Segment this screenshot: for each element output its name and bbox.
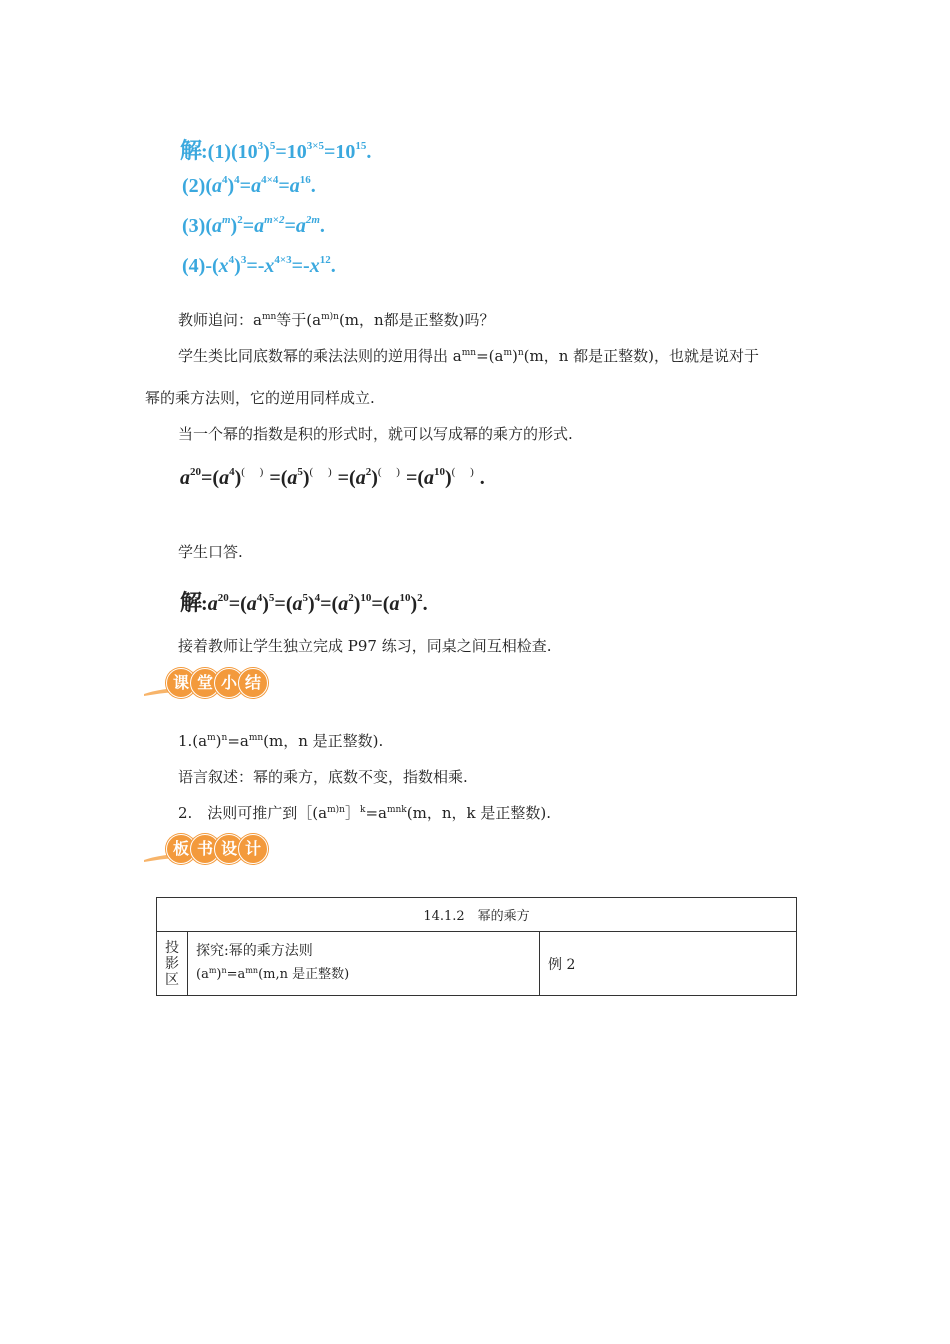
exercise-expression: $a^{20}=(a^4)^{( )}=(a^5)^{( )}=(a^2)^{( )}=(a^{10})^{( )}$. — [180, 465, 485, 489]
solution-1-line-3: $(3)(a^m)^2=a^{m\times 2}=a^{2m}$. — [182, 213, 325, 237]
heading-char: 书 — [190, 834, 220, 864]
paragraph-teacher-question: 教师追问：$a^{mn}$等于($a^{m)n}(m$，n都是正整数)吗？ — [178, 311, 495, 329]
paragraph-exponent-product: 当一个幂的指数是积的形式时，就可以写成幂的乘方的形式. — [178, 425, 573, 443]
heading-char: 计 — [238, 834, 268, 864]
solution-1-line-4: $(4)-(x^4)^3=-x^{4\times 3}=-x^{12}$. — [182, 253, 336, 277]
solution-1-line-2: $(2)(a^4)^4=a^{4\times 4}=a^{16}$. — [182, 173, 316, 197]
paragraph-student-analogy: 学生类比同底数幂的乘法法则的逆用得出 $a^{mn}=(a^m)^n(m$，n 都是正整数)，也就是说对于 — [178, 347, 759, 365]
board-main-cell — [188, 932, 540, 996]
summary-item-1: $1.(a^m)^n=a^{mn}(m$，n 是正整数). — [178, 732, 384, 750]
heading-char: 小 — [214, 668, 244, 698]
board-title: 14.1.2 幂的乘方 — [157, 898, 797, 932]
board-main-line-1: 探究:幂的乘方法则 — [196, 943, 313, 959]
summary-item-2: 2. 法则可推广到$[(a^{m)n}]^k=a^{mnk}(m$，n，k 是正整数). — [178, 804, 551, 822]
section-heading-class-summary — [144, 668, 274, 702]
solution-label: 解 — [180, 139, 202, 164]
summary-item-verbal: 语言叙述：幂的乘方，底数不变，指数相乘. — [178, 768, 468, 786]
board-main-line-2: $(a^m)^n=a^{mn}(m,n$ 是正整数) — [196, 966, 350, 982]
board-design-table — [156, 897, 797, 996]
heading-char: 设 — [214, 834, 244, 864]
paragraph-oral-answer: 学生口答. — [178, 543, 243, 561]
board-side-label: 投 影 区 — [157, 932, 188, 996]
paragraph-inverse-rule: 幂的乘方法则，它的逆用同样成立. — [145, 389, 375, 407]
board-example-cell: 例 2 — [540, 932, 797, 996]
paragraph-practice: 接着教师让学生独立完成 P97 练习，同桌之间互相检查. — [178, 637, 552, 655]
heading-char: 板 — [166, 834, 196, 864]
solution-2: 解$:a^{20}=(a^4)^5=(a^5)^4=(a^2)^{10}=(a^{10})^2$. — [180, 591, 428, 616]
solution-1-line-1: 解$:(1)(10^3)^5=10^{3\times 5}=10^{15}$. — [180, 139, 372, 164]
solution-2-label: 解 — [180, 591, 202, 616]
section-heading-board-design — [144, 834, 274, 868]
heading-char: 堂 — [190, 668, 220, 698]
heading-char: 结 — [238, 668, 268, 698]
heading-char: 课 — [166, 668, 196, 698]
